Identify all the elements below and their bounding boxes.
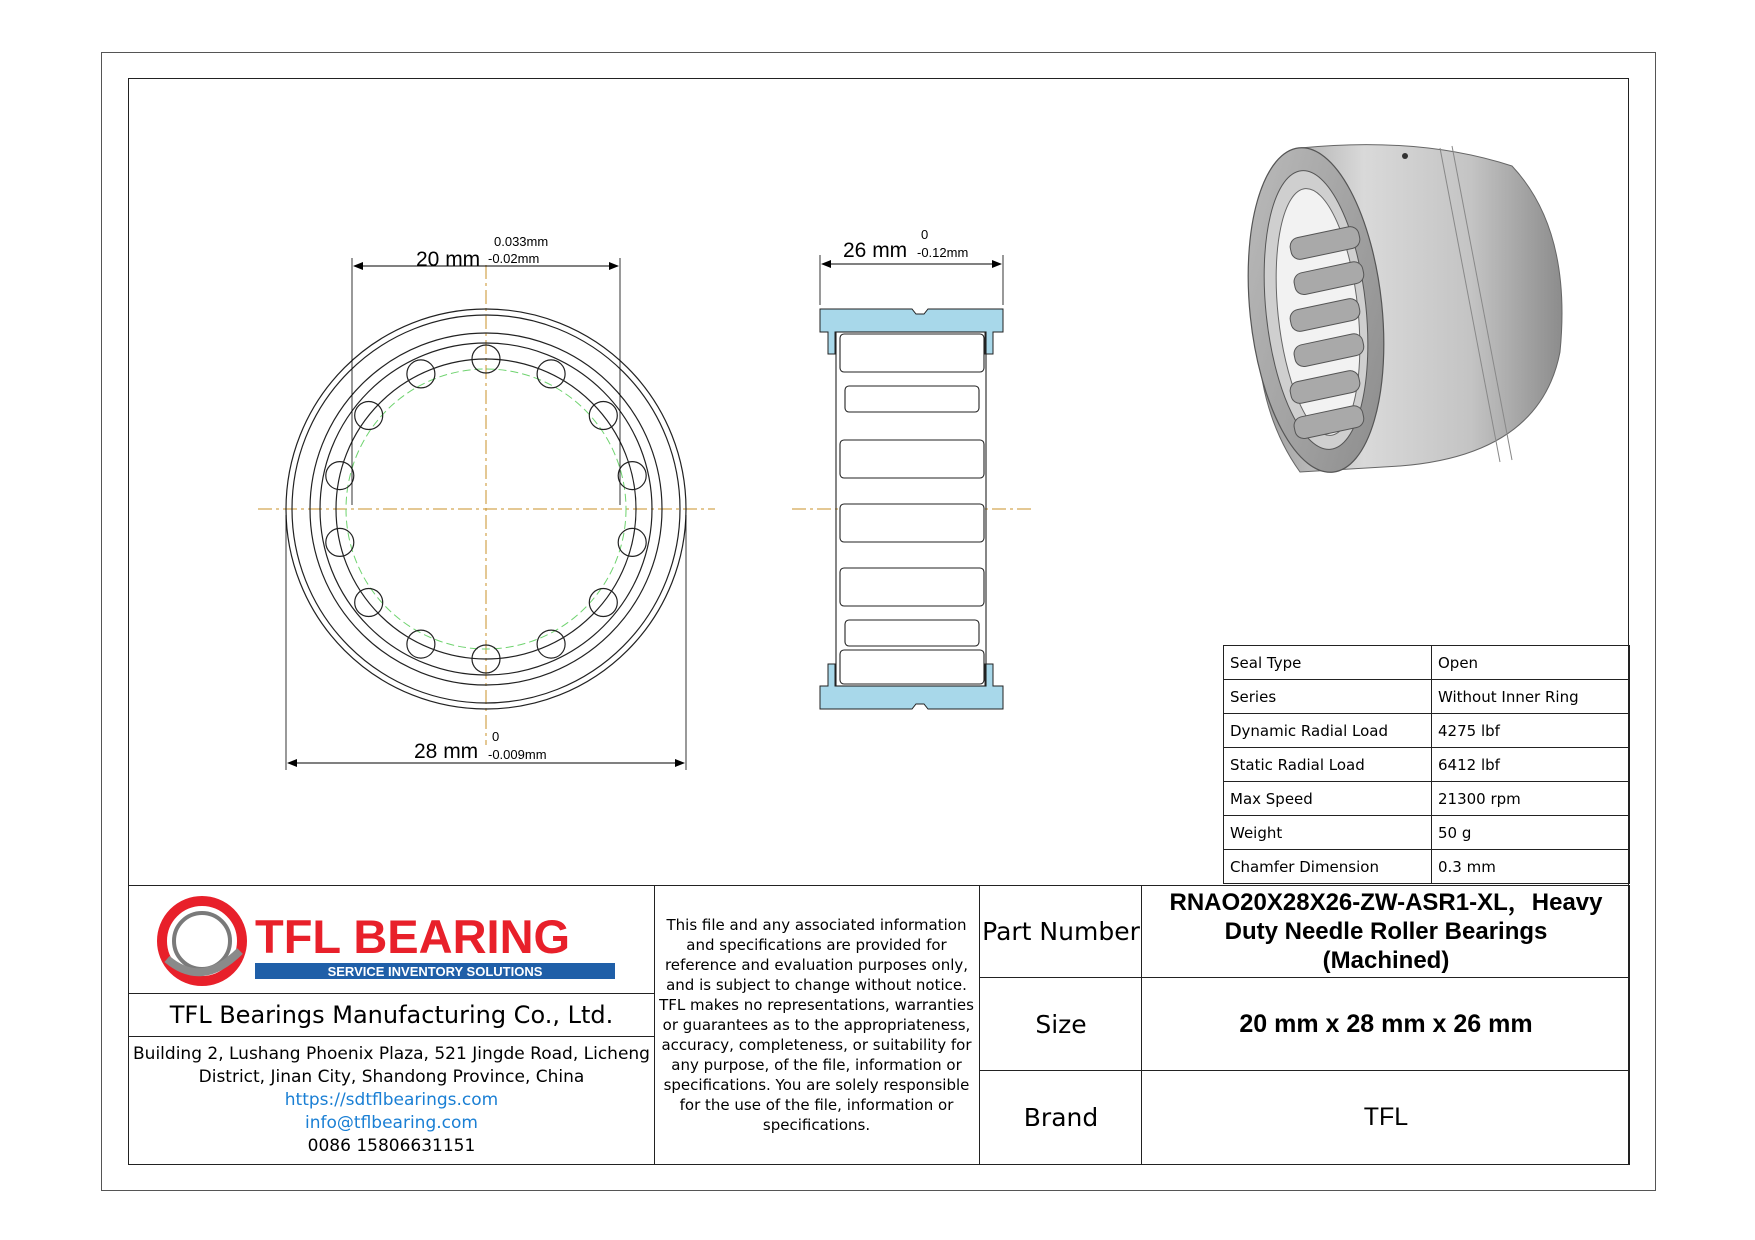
website-link[interactable]: https://sdtflbearings.com [284, 1089, 499, 1110]
size-value: 20 mm x 28 mm x 26 mm [1239, 1010, 1533, 1038]
disclaimer-text: This file and any associated information and specifications are provided for reference and evaluation purposes only, and is subject to change without notice. TFL makes no representations, warranties or guarantees as to the appropriateness, accuracy, completeness, or suitability for any purpose, of the file, information or specifications. You are solely responsible for the use of the file, information or specifications. [659, 915, 974, 1134]
part-number-line-3: (Machined) [1322, 947, 1450, 974]
bore-nominal: 20 mm [416, 248, 481, 271]
logo-name: TFL BEARING [254, 910, 570, 963]
spec-row [1224, 680, 1630, 714]
brand-value: TFL [1363, 1103, 1409, 1131]
part-number-label: Part Number [982, 917, 1140, 946]
phone-number: 0086 15806631151 [307, 1135, 476, 1156]
bore-upper-tol: 0.033mm [494, 234, 549, 249]
spec-value: 50 g [1432, 816, 1630, 850]
email-link[interactable]: info@tflbearing.com [305, 1112, 478, 1133]
part-number-value [1142, 886, 1630, 977]
front-view [258, 265, 715, 745]
spec-key: Max Speed [1224, 782, 1432, 816]
outer-lower-tol: -0.009mm [488, 747, 547, 762]
spec-row [1224, 782, 1630, 816]
spec-row [1224, 816, 1630, 850]
spec-value: Open [1432, 646, 1630, 680]
brand-label: Brand [1023, 1103, 1099, 1132]
needle-roller-section [840, 504, 984, 542]
spec-row [1224, 850, 1630, 884]
size-label: Size [1035, 1010, 1087, 1039]
needle-roller-section [840, 650, 984, 684]
spec-row [1224, 748, 1630, 782]
address-line-2: District, Jinan City, Shandong Province, China [198, 1066, 585, 1087]
width-upper-tol: 0 [921, 227, 929, 242]
spec-key: Series [1224, 680, 1432, 714]
outer-upper-tol: 0 [492, 729, 500, 744]
logo [129, 885, 654, 993]
part-number-line-2: Duty Needle Roller Bearings [1224, 918, 1548, 945]
company-name: TFL Bearings Manufacturing Co., Ltd. [169, 1000, 614, 1029]
width-dimension [820, 227, 1003, 305]
needle-roller-section [845, 386, 979, 412]
bearing-3d-render [1233, 141, 1562, 479]
width-nominal: 26 mm [843, 239, 908, 262]
spec-value: Without Inner Ring [1432, 680, 1630, 714]
spec-value: 4275 lbf [1432, 714, 1630, 748]
spec-value: 6412 lbf [1432, 748, 1630, 782]
spec-row [1224, 714, 1630, 748]
spec-key: Weight [1224, 816, 1432, 850]
needle-roller-section [840, 568, 984, 606]
outer-nominal: 28 mm [414, 740, 479, 763]
logo-tagline: SERVICE INVENTORY SOLUTIONS [327, 964, 542, 979]
needle-roller-section [840, 440, 984, 478]
bore-lower-tol: -0.02mm [488, 251, 540, 266]
address-line-1: Building 2, Lushang Phoenix Plaza, 521 Jingde Road, Licheng [133, 1043, 650, 1064]
width-lower-tol: -0.12mm [917, 245, 969, 260]
spec-value: 0.3 mm [1432, 850, 1630, 884]
spec-key: Chamfer Dimension [1224, 850, 1432, 884]
spec-key: Seal Type [1224, 646, 1432, 680]
part-number-line-1: RNAO20X28X26-ZW-ASR1-XL，Heavy [1169, 889, 1603, 916]
spec-key: Dynamic Radial Load [1224, 714, 1432, 748]
spec-row [1224, 646, 1630, 680]
spec-value: 21300 rpm [1432, 782, 1630, 816]
company-address [129, 1036, 654, 1164]
tfl-logo-image [152, 889, 632, 989]
needle-roller-section [845, 620, 979, 646]
section-view [792, 309, 1032, 709]
needle-roller-section [840, 334, 984, 372]
spec-key: Static Radial Load [1224, 748, 1432, 782]
spec-table [1223, 645, 1630, 884]
